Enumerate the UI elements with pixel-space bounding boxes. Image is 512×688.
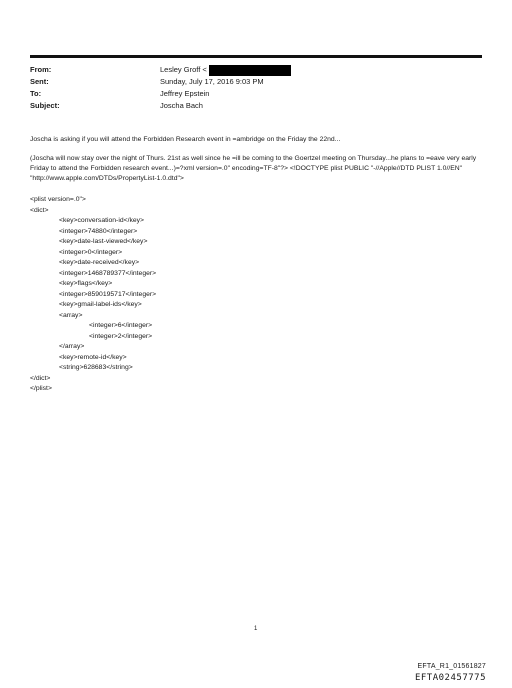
plist-line: <integer>6</integer> xyxy=(89,322,153,329)
subject-value: Joscha Bach xyxy=(160,101,203,110)
plist-line: <key>date-last-viewed</key> xyxy=(59,238,148,245)
plist-line: <key>date-received</key> xyxy=(59,259,140,266)
from-row xyxy=(30,64,490,76)
subject-row xyxy=(30,100,490,112)
bates-number-secondary: EFTA02457775 xyxy=(414,673,486,683)
from-value xyxy=(160,64,291,76)
header-rule xyxy=(30,55,482,58)
plist-line: <key>gmail-label-ids</key> xyxy=(59,301,142,308)
plist-line: <integer>8590195717</integer> xyxy=(59,290,157,298)
plist-line: </plist> xyxy=(30,385,52,392)
to-label: To: xyxy=(30,89,42,98)
plist-line: <string>628683</string> xyxy=(59,364,133,371)
plist-line: </dict> xyxy=(30,374,51,382)
plist-line: <key>conversation-id</key> xyxy=(59,217,145,224)
plist-line: </array> xyxy=(59,343,85,350)
plist-line: <key>remote-id</key> xyxy=(59,353,127,361)
email-header xyxy=(30,64,490,112)
plist-line: <integer>1468789377</integer> xyxy=(59,269,157,277)
body-paragraph-2: (Joscha will now stay over the night of Thurs. 21st as well since he =ill be coming to the Goertzel meeting on Thursday...he plans to =eave very early Friday to attend the Forbidden research event...)=?xml version=.0" encoding=TF-8"?> <!DOCTYPE plist PUBLIC "-//Apple//DTD PLIST 1.0//EN" "http://www.apple.com/DTDs/PropertyList-1.0.dtd"> xyxy=(30,155,477,182)
to-value: Jeffrey Epstein xyxy=(160,89,210,98)
sent-value: Sunday, July 17, 2016 9:03 PM xyxy=(160,77,264,86)
body-paragraph-1: Joscha is asking if you will attend the Forbidden Research event in =ambridge on the Friday the 22nd... xyxy=(30,136,341,143)
plist-line: <plist version=.0"> xyxy=(30,196,86,203)
plist-line: <integer>0</integer> xyxy=(59,248,123,256)
plist-line: <integer>2</integer> xyxy=(89,332,153,340)
plist-line: <integer>74880</integer> xyxy=(59,227,138,235)
page-number: 1 xyxy=(254,626,258,632)
sent-label: Sent: xyxy=(30,77,49,86)
sent-row xyxy=(30,76,490,88)
from-sender: Lesley Groff < xyxy=(160,65,207,74)
plist-line: <dict> xyxy=(30,206,49,214)
plist-line: <key>flags</key> xyxy=(59,280,113,287)
plist-block xyxy=(30,195,156,395)
email-body xyxy=(30,135,485,184)
to-row xyxy=(30,88,490,100)
redaction-block xyxy=(209,65,291,76)
plist-line: <array> xyxy=(59,311,83,319)
from-label: From: xyxy=(30,65,52,74)
bates-number-primary: EFTA_R1_01561827 xyxy=(417,663,486,670)
subject-label: Subject: xyxy=(30,101,60,110)
